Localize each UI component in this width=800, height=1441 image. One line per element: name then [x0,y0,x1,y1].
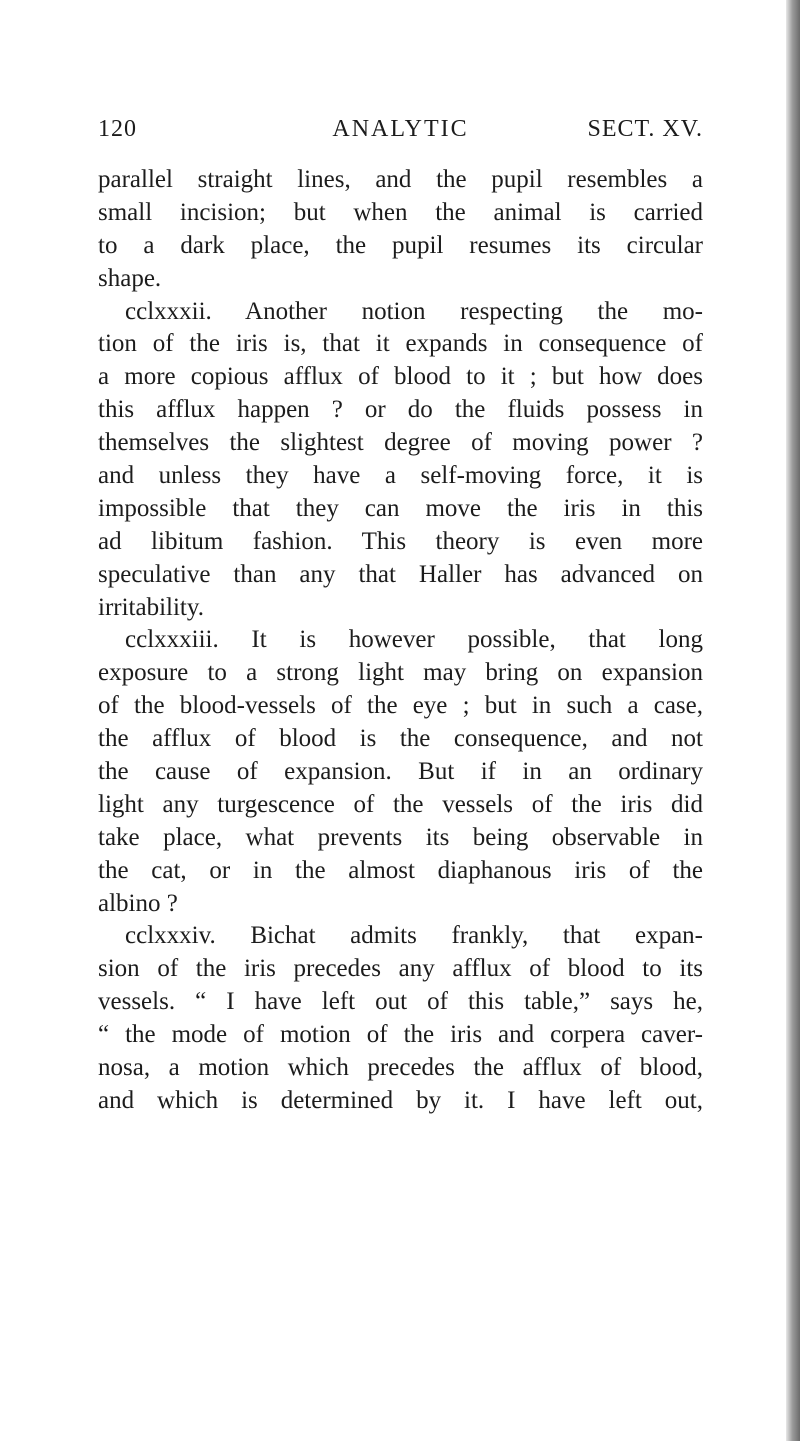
text-line: albino ? [98,889,178,917]
text-line: take place, what prevents its being observable in [98,823,703,851]
text-line: themselves the slightest degree of moving power ? [98,429,703,457]
text-line: the afflux of blood is the consequence, and not [98,725,703,753]
text-line: nosa, a motion which precedes the afflux of blood, [98,1054,703,1082]
text-line: of the blood-vessels of the eye ; but in such a case, [98,692,703,720]
text-line: and unless they have a self-moving force, it is [98,462,703,490]
text-line: and which is determined by it. I have left out, [98,1086,703,1114]
text-line: the cat, or in the almost diaphanous iris of the [98,856,703,884]
running-header [98,116,703,152]
text-line: cclxxxiv. Bichat admits frankly, that expan- [125,922,703,950]
text-line: the cause of expansion. But if in an ordinary [98,758,703,786]
text-line: sion of the iris precedes any afflux of blood to its [98,955,703,983]
text-line: small incision; but when the animal is carried [98,198,703,226]
text-line: impossible that they can move the iris in this [98,494,703,522]
text-line: shape. [98,264,162,292]
text-line: speculative than any that Haller has advanced on [98,560,703,588]
text-line: exposure to a strong light may bring on expansion [98,659,703,687]
text-line: this afflux happen ? or do the fluids possess in [98,396,703,424]
text-line: light any turgescence of the vessels of the iris did [98,790,703,818]
text-line: to a dark place, the pupil resumes its circular [98,231,703,259]
text-line: tion of the iris is, that it expands in consequence of [98,330,703,358]
text-line: a more copious afflux of blood to it ; but how does [98,363,703,391]
section-label: SECT. XV. [587,116,703,142]
page-edge-shadow [786,0,800,1441]
running-title: ANALYTIC [332,116,469,142]
page-number: 120 [98,116,137,142]
text-line: cclxxxiii. It is however possible, that long [125,626,703,654]
text-line: irritability. [98,593,204,621]
text-line: ad libitum fashion. This theory is even more [98,527,703,555]
text-line: vessels. “ I have left out of this table,” says he, [98,988,703,1016]
text-line: parallel straight lines, and the pupil resembles a [98,166,703,193]
body-text [98,164,703,1118]
text-line: cclxxxii. Another notion respecting the mo- [125,297,703,325]
text-line: “ the mode of motion of the iris and corpera caver- [98,1021,703,1049]
